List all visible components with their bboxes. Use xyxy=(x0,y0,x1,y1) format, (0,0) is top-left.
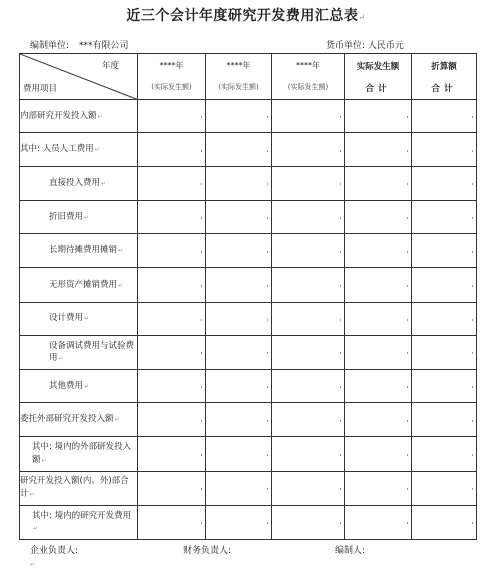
table-cell[interactable] xyxy=(272,505,345,539)
table-row xyxy=(20,234,477,268)
table-cell[interactable] xyxy=(138,166,206,200)
table-cell[interactable] xyxy=(345,403,412,437)
table-cell[interactable] xyxy=(272,335,345,369)
table-cell[interactable] xyxy=(412,268,477,302)
table-row xyxy=(20,302,477,335)
header-year-label: 年度 xyxy=(101,61,119,71)
table-cell[interactable] xyxy=(412,166,477,200)
row-label: 其中: 境内的研究开发费用↵ xyxy=(20,505,138,539)
table-cell[interactable] xyxy=(206,369,272,402)
paragraph-mark: ↵ xyxy=(30,561,36,568)
table-cell[interactable] xyxy=(206,335,272,369)
row-label: 其中: 人员人工费用↵ xyxy=(20,133,138,166)
table-cell[interactable] xyxy=(345,166,412,200)
page-title: 近三个会计年度研究开发费用汇总表↵ xyxy=(126,8,366,24)
table-row xyxy=(20,471,477,505)
table-cell[interactable] xyxy=(206,268,272,302)
table-cell[interactable] xyxy=(138,335,206,369)
table-cell[interactable] xyxy=(412,471,477,505)
finance-signature-label: 财务负责人: xyxy=(183,546,232,556)
table-cell[interactable] xyxy=(206,200,272,233)
table-row xyxy=(20,100,477,133)
table-row xyxy=(20,403,477,437)
expense-summary-table xyxy=(19,53,477,540)
table-cell[interactable] xyxy=(206,403,272,437)
table-cell[interactable] xyxy=(272,369,345,402)
table-cell[interactable] xyxy=(138,505,206,539)
table-cell[interactable] xyxy=(206,505,272,539)
table-cell[interactable] xyxy=(412,200,477,233)
table-row xyxy=(20,505,477,539)
table-cell[interactable] xyxy=(345,437,412,471)
row-label: 直接投入费用↵ xyxy=(20,166,138,200)
table-cell[interactable] xyxy=(345,335,412,369)
table-cell[interactable] xyxy=(206,471,272,505)
table-cell[interactable] xyxy=(412,369,477,402)
table-cell[interactable] xyxy=(138,133,206,166)
owner-signature-label: 企业负责人: xyxy=(30,546,79,556)
table-cell[interactable] xyxy=(272,166,345,200)
table-row xyxy=(20,369,477,402)
preparer-signature-label: 编制人: xyxy=(335,546,366,556)
table-cell[interactable] xyxy=(272,437,345,471)
row-label: 研究开发投入额(内、外)部合计↵ xyxy=(20,471,138,505)
table-cell[interactable] xyxy=(345,471,412,505)
table-cell[interactable] xyxy=(206,166,272,200)
table-cell[interactable] xyxy=(345,302,412,335)
table-cell[interactable] xyxy=(412,437,477,471)
table-cell[interactable] xyxy=(272,133,345,166)
table-row xyxy=(20,200,477,233)
table-cell[interactable] xyxy=(206,100,272,133)
table-cell[interactable] xyxy=(272,200,345,233)
diagonal-header-cell xyxy=(20,54,138,100)
row-label: 其中: 境内的外部研发投入额↵ xyxy=(20,437,138,471)
row-label: 设计费用↵ xyxy=(20,302,138,335)
table-cell[interactable] xyxy=(138,437,206,471)
year-column-3: ****年 (实际发生额) xyxy=(272,54,345,100)
table-cell[interactable] xyxy=(412,403,477,437)
table-cell[interactable] xyxy=(345,234,412,268)
table-row xyxy=(20,335,477,369)
row-label: 内部研究开发投入额↵ xyxy=(20,100,138,133)
table-cell[interactable] xyxy=(345,505,412,539)
table-cell[interactable] xyxy=(138,234,206,268)
table-cell[interactable] xyxy=(345,268,412,302)
year-column-2: ****年 (实际发生额) xyxy=(206,54,272,100)
table-cell[interactable] xyxy=(272,471,345,505)
table-cell[interactable] xyxy=(206,133,272,166)
row-label: 委托外部研究开发投入额↵ xyxy=(20,403,138,437)
table-cell[interactable] xyxy=(272,234,345,268)
currency-unit: 货币单位: 人民币元 xyxy=(326,41,404,51)
table-cell[interactable] xyxy=(412,234,477,268)
table-cell[interactable] xyxy=(345,200,412,233)
table-cell[interactable] xyxy=(272,268,345,302)
table-header-row xyxy=(20,54,477,100)
table-cell[interactable] xyxy=(272,100,345,133)
table-cell[interactable] xyxy=(138,100,206,133)
table-cell[interactable] xyxy=(272,403,345,437)
table-cell[interactable] xyxy=(206,234,272,268)
table-cell[interactable] xyxy=(345,133,412,166)
row-label: 长期待摊费用摊销↵ xyxy=(20,234,138,268)
row-label: 折旧费用↵ xyxy=(20,200,138,233)
row-label: 无形资产摊销费用↵ xyxy=(20,268,138,302)
converted-total-column: 折算额 合计 xyxy=(412,54,477,100)
table-cell[interactable] xyxy=(412,100,477,133)
table-row xyxy=(20,133,477,166)
table-cell[interactable] xyxy=(345,100,412,133)
row-label: 设备调试费用与试验费用↵ xyxy=(20,335,138,369)
table-cell[interactable] xyxy=(138,302,206,335)
table-cell[interactable] xyxy=(138,369,206,402)
year-column-1: ****年 (实际发生额) xyxy=(138,54,206,100)
table-cell[interactable] xyxy=(206,302,272,335)
header-item-label: 费用项目 xyxy=(23,84,58,95)
table-cell[interactable] xyxy=(138,471,206,505)
table-cell[interactable] xyxy=(412,133,477,166)
table-cell[interactable] xyxy=(272,302,345,335)
table-cell[interactable] xyxy=(206,437,272,471)
table-cell[interactable] xyxy=(138,403,206,437)
table-cell[interactable] xyxy=(412,505,477,539)
table-cell[interactable] xyxy=(138,200,206,233)
table-row xyxy=(20,166,477,200)
table-cell[interactable] xyxy=(412,302,477,335)
actual-total-column: 实际发生额 合计 xyxy=(345,54,412,100)
table-cell[interactable] xyxy=(138,268,206,302)
row-label: 其他费用↵ xyxy=(20,369,138,402)
table-cell[interactable] xyxy=(412,335,477,369)
table-cell[interactable] xyxy=(345,369,412,402)
table-row xyxy=(20,437,477,471)
table-row xyxy=(20,268,477,302)
prepared-by: 编制单位: ***有限公司 xyxy=(30,41,129,51)
